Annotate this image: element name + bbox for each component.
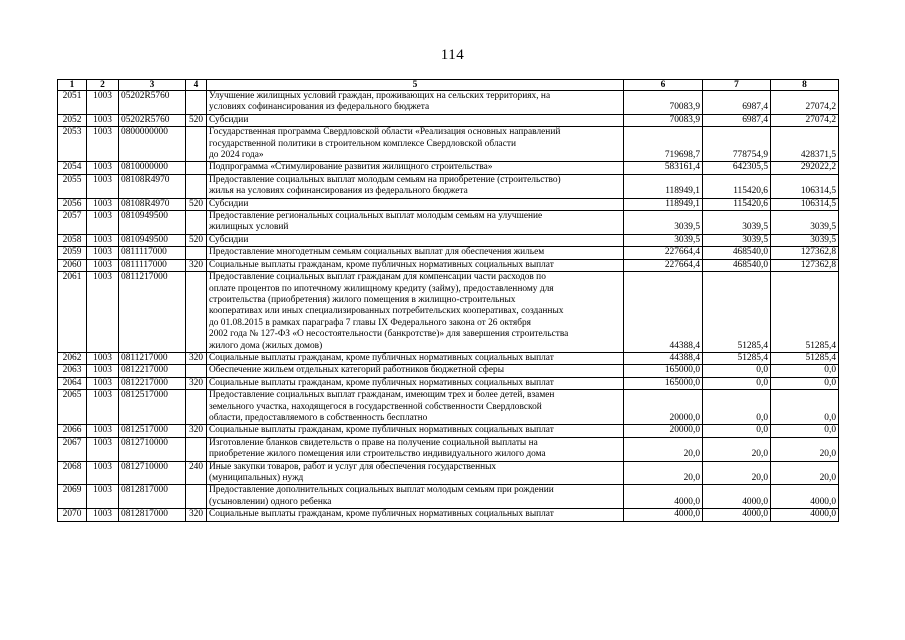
description-line: Субсидии <box>209 234 249 245</box>
target-article-cell: 0800000000 <box>119 127 186 162</box>
description-line: условиях софинансирования из федерального бюджета <box>209 102 430 113</box>
description-cell <box>207 425 624 437</box>
amount-col7-cell: 4000,0 <box>703 509 771 521</box>
target-article-cell: 08108R4970 <box>119 198 186 210</box>
amount-col8-cell: 51285,4 <box>771 272 839 353</box>
row-number-cell: 2063 <box>58 365 87 377</box>
section-code-cell: 1003 <box>87 272 119 353</box>
target-article-cell: 05202R5760 <box>119 114 186 126</box>
column-header: 1 <box>58 80 87 91</box>
target-article-cell: 05202R5760 <box>119 91 186 115</box>
column-header: 6 <box>624 80 703 91</box>
amount-col6-cell: 44388,4 <box>624 352 703 364</box>
description-cell <box>207 127 624 162</box>
expense-type-cell <box>186 247 207 259</box>
description-line: области, предоставляемого в собственность бесплатно <box>209 412 428 423</box>
description-line: строительства (приобретения) жилого помещения в жилищно-строительных <box>209 294 516 305</box>
amount-col8-cell: 292022,2 <box>771 162 839 174</box>
description-line: до 2024 года» <box>209 150 264 161</box>
target-article-cell: 0812710000 <box>119 437 186 461</box>
description-cell <box>207 509 624 521</box>
description-line: Субсидии <box>209 114 249 125</box>
section-code-cell: 1003 <box>87 377 119 389</box>
description-line: жилищных условий <box>209 222 289 233</box>
expense-type-cell <box>186 390 207 425</box>
section-code-cell: 1003 <box>87 162 119 174</box>
row-number-cell: 2064 <box>58 377 87 389</box>
table-row <box>58 174 839 198</box>
amount-col7-cell: 3039,5 <box>703 211 771 235</box>
amount-col8-cell: 0,0 <box>771 365 839 377</box>
target-article-cell: 0812217000 <box>119 365 186 377</box>
amount-col7-cell: 4000,0 <box>703 485 771 509</box>
table-row <box>58 509 839 521</box>
amount-col8-cell: 3039,5 <box>771 234 839 246</box>
amount-col8-cell: 20,0 <box>771 461 839 485</box>
amount-col6-cell: 20,0 <box>624 461 703 485</box>
row-number-cell: 2067 <box>58 437 87 461</box>
description-cell <box>207 272 624 353</box>
expense-type-cell: 520 <box>186 234 207 246</box>
amount-col6-cell: 165000,0 <box>624 365 703 377</box>
description-line: (муниципальных) нужд <box>209 473 304 483</box>
description-cell <box>207 259 624 271</box>
target-article-cell: 0812817000 <box>119 485 186 509</box>
target-article-cell: 08108R4970 <box>119 174 186 198</box>
amount-col6-cell: 44388,4 <box>624 272 703 353</box>
amount-col7-cell: 468540,0 <box>703 247 771 259</box>
description-cell <box>207 174 624 198</box>
column-header: 2 <box>87 80 119 91</box>
description-cell <box>207 352 624 364</box>
amount-col7-cell: 0,0 <box>703 377 771 389</box>
table-row <box>58 365 839 377</box>
description-line: Предоставление региональных социальных выплат молодым семьям на улучшение <box>209 211 543 222</box>
row-number-cell: 2059 <box>58 247 87 259</box>
row-number-cell: 2051 <box>58 91 87 115</box>
section-code-cell: 1003 <box>87 211 119 235</box>
amount-col7-cell: 642305,5 <box>703 162 771 174</box>
amount-col6-cell: 227664,4 <box>624 259 703 271</box>
target-article-cell: 0812710000 <box>119 461 186 485</box>
table-row <box>58 461 839 485</box>
expense-type-cell <box>186 365 207 377</box>
amount-col8-cell: 106314,5 <box>771 198 839 210</box>
description-line: Предоставление дополнительных социальных выплат молодым семьям при рождении <box>209 485 554 496</box>
table-row <box>58 352 839 364</box>
target-article-cell: 0812217000 <box>119 377 186 389</box>
amount-col7-cell: 778754,9 <box>703 127 771 162</box>
row-number-cell: 2054 <box>58 162 87 174</box>
description-line: Изготовление бланков свидетельств о праве на получение социальной выплаты на <box>209 437 538 448</box>
amount-col8-cell: 0,0 <box>771 390 839 425</box>
header-row <box>58 80 839 91</box>
amount-col6-cell: 4000,0 <box>624 509 703 521</box>
description-line: Предоставление социальных выплат гражданам, имеющим трех и более детей, взамен <box>209 390 555 401</box>
description-cell <box>207 247 624 259</box>
table-row <box>58 272 839 353</box>
expense-type-cell: 320 <box>186 425 207 437</box>
page-number: 114 <box>440 47 465 63</box>
section-code-cell: 1003 <box>87 259 119 271</box>
table-row <box>58 377 839 389</box>
description-line: Предоставление многодетным семьям социальных выплат для обеспечения жильем <box>209 247 545 258</box>
amount-col8-cell: 3039,5 <box>771 211 839 235</box>
expense-type-cell <box>186 162 207 174</box>
amount-col8-cell: 4000,0 <box>771 509 839 521</box>
description-cell <box>207 390 624 425</box>
target-article-cell: 0811217000 <box>119 272 186 353</box>
amount-col8-cell: 27074,2 <box>771 91 839 115</box>
expense-type-cell: 320 <box>186 509 207 521</box>
target-article-cell: 0811117000 <box>119 247 186 259</box>
description-cell <box>207 377 624 389</box>
expense-type-cell <box>186 127 207 162</box>
budget-table <box>57 79 839 522</box>
target-article-cell: 0811117000 <box>119 259 186 271</box>
amount-col8-cell: 0,0 <box>771 377 839 389</box>
target-article-cell: 0811217000 <box>119 352 186 364</box>
expense-type-cell <box>186 485 207 509</box>
amount-col8-cell: 20,0 <box>771 437 839 461</box>
section-code-cell: 1003 <box>87 509 119 521</box>
description-cell <box>207 162 624 174</box>
amount-col6-cell: 70083,9 <box>624 91 703 115</box>
description-line: Обеспечение жильем отдельных категорий работников бюджетной сферы <box>209 365 505 376</box>
amount-col6-cell: 4000,0 <box>624 485 703 509</box>
column-header: 7 <box>703 80 771 91</box>
amount-col7-cell: 6987,4 <box>703 114 771 126</box>
table-row <box>58 247 839 259</box>
target-article-cell: 0810000000 <box>119 162 186 174</box>
description-cell <box>207 234 624 246</box>
description-line: оплате процентов по ипотечному жилищному кредиту (займу), предоставленному для <box>209 283 554 294</box>
table-row <box>58 485 839 509</box>
table-row <box>58 234 839 246</box>
amount-col6-cell: 20000,0 <box>624 390 703 425</box>
table-row <box>58 259 839 271</box>
amount-col8-cell: 4000,0 <box>771 485 839 509</box>
expense-type-cell <box>186 272 207 353</box>
description-cell <box>207 211 624 235</box>
amount-col8-cell: 0,0 <box>771 425 839 437</box>
column-header: 8 <box>771 80 839 91</box>
section-code-cell: 1003 <box>87 234 119 246</box>
amount-col6-cell: 583161,4 <box>624 162 703 174</box>
table-row <box>58 127 839 162</box>
description-line: Социальные выплаты гражданам, кроме публичных нормативных социальных выплат <box>209 259 554 270</box>
description-cell <box>207 91 624 115</box>
column-header: 3 <box>119 80 186 91</box>
table-row <box>58 162 839 174</box>
row-number-cell: 2065 <box>58 390 87 425</box>
description-cell <box>207 437 624 461</box>
amount-col7-cell: 0,0 <box>703 425 771 437</box>
amount-col8-cell: 27074,2 <box>771 114 839 126</box>
amount-col6-cell: 20000,0 <box>624 425 703 437</box>
description-line: Субсидии <box>209 198 249 209</box>
amount-col6-cell: 719698,7 <box>624 127 703 162</box>
section-code-cell: 1003 <box>87 247 119 259</box>
row-number-cell: 2055 <box>58 174 87 198</box>
row-number-cell: 2068 <box>58 461 87 485</box>
amount-col6-cell: 118949,1 <box>624 198 703 210</box>
row-number-cell: 2058 <box>58 234 87 246</box>
section-code-cell: 1003 <box>87 390 119 425</box>
amount-col8-cell: 127362,8 <box>771 247 839 259</box>
amount-col8-cell: 106314,5 <box>771 174 839 198</box>
description-line: Социальные выплаты гражданам, кроме публичных нормативных социальных выплат <box>209 425 554 436</box>
description-line: до 01.08.2015 в рамках параграфа 7 главы IX Федерального закона от 26 октября <box>209 317 531 328</box>
amount-col7-cell: 51285,4 <box>703 272 771 353</box>
target-article-cell: 0812517000 <box>119 425 186 437</box>
expense-type-cell: 320 <box>186 259 207 271</box>
amount-col7-cell: 0,0 <box>703 390 771 425</box>
expense-type-cell: 320 <box>186 377 207 389</box>
expense-type-cell: 520 <box>186 198 207 210</box>
row-number-cell: 2053 <box>58 127 87 162</box>
section-code-cell: 1003 <box>87 114 119 126</box>
amount-col6-cell: 3039,5 <box>624 211 703 235</box>
description-cell <box>207 114 624 126</box>
description-cell <box>207 198 624 210</box>
description-line: государственной политики в строительном комплексе Свердловской области <box>209 138 516 149</box>
amount-col7-cell: 6987,4 <box>703 91 771 115</box>
description-cell <box>207 485 624 509</box>
column-header: 4 <box>186 80 207 91</box>
table-row <box>58 390 839 425</box>
column-header: 5 <box>207 80 624 91</box>
row-number-cell: 2062 <box>58 352 87 364</box>
table-row <box>58 211 839 235</box>
section-code-cell: 1003 <box>87 174 119 198</box>
amount-col6-cell: 227664,4 <box>624 247 703 259</box>
description-line: земельного участка, находящегося в государственной собственности Свердловской <box>209 401 542 412</box>
description-line: Предоставление социальных выплат молодым семьям на приобретение (строительство) <box>209 174 561 185</box>
target-article-cell: 0812517000 <box>119 390 186 425</box>
amount-col8-cell: 51285,4 <box>771 352 839 364</box>
description-line: приобретение жилого помещения или строительство индивидуального жилого дома <box>209 449 546 460</box>
amount-col6-cell: 165000,0 <box>624 377 703 389</box>
amount-col7-cell: 20,0 <box>703 461 771 485</box>
amount-col6-cell: 70083,9 <box>624 114 703 126</box>
expense-type-cell <box>186 211 207 235</box>
table-row <box>58 91 839 115</box>
description-line: кооперативах или иных специализированных потребительских кооперативах, созданных <box>209 306 564 317</box>
amount-col7-cell: 115420,6 <box>703 174 771 198</box>
row-number-cell: 2066 <box>58 425 87 437</box>
section-code-cell: 1003 <box>87 198 119 210</box>
amount-col6-cell: 20,0 <box>624 437 703 461</box>
section-code-cell: 1003 <box>87 365 119 377</box>
table-row <box>58 437 839 461</box>
description-line: жилья на условиях софинансирования из федерального бюджета <box>209 186 468 197</box>
description-line: 2002 года № 127-ФЗ «О несостоятельности (банкротстве)» для завершения строительства <box>209 329 569 340</box>
expense-type-cell <box>186 174 207 198</box>
table-row <box>58 425 839 437</box>
description-line: Иные закупки товаров, работ и услуг для обеспечения государственных <box>209 461 497 472</box>
amount-col7-cell: 115420,6 <box>703 198 771 210</box>
description-line: жилого дома (жилых домов) <box>209 340 323 351</box>
row-number-cell: 2070 <box>58 509 87 521</box>
amount-col7-cell: 20,0 <box>703 437 771 461</box>
row-number-cell: 2069 <box>58 485 87 509</box>
expense-type-cell: 320 <box>186 352 207 364</box>
target-article-cell: 0812817000 <box>119 509 186 521</box>
table-row <box>58 198 839 210</box>
section-code-cell: 1003 <box>87 461 119 485</box>
target-article-cell: 0810949500 <box>119 234 186 246</box>
table-body <box>58 91 839 522</box>
amount-col8-cell: 428371,5 <box>771 127 839 162</box>
description-line: Социальные выплаты гражданам, кроме публичных нормативных социальных выплат <box>209 352 554 363</box>
description-cell <box>207 365 624 377</box>
section-code-cell: 1003 <box>87 425 119 437</box>
amount-col7-cell: 51285,4 <box>703 352 771 364</box>
row-number-cell: 2060 <box>58 259 87 271</box>
amount-col7-cell: 3039,5 <box>703 234 771 246</box>
description-cell <box>207 461 624 485</box>
section-code-cell: 1003 <box>87 91 119 115</box>
section-code-cell: 1003 <box>87 437 119 461</box>
expense-type-cell <box>186 437 207 461</box>
amount-col7-cell: 468540,0 <box>703 259 771 271</box>
expense-type-cell: 240 <box>186 461 207 485</box>
amount-col8-cell: 127362,8 <box>771 259 839 271</box>
row-number-cell: 2056 <box>58 198 87 210</box>
description-line: Предоставление социальных выплат гражданам для компенсации части расходов по <box>209 272 546 283</box>
amount-col6-cell: 3039,5 <box>624 234 703 246</box>
description-line: Государственная программа Свердловской области «Реализация основных направлений <box>209 127 561 138</box>
description-line: Социальные выплаты гражданам, кроме публичных нормативных социальных выплат <box>209 377 554 388</box>
description-line: Социальные выплаты гражданам, кроме публичных нормативных социальных выплат <box>209 509 554 520</box>
row-number-cell: 2057 <box>58 211 87 235</box>
section-code-cell: 1003 <box>87 485 119 509</box>
amount-col7-cell: 0,0 <box>703 365 771 377</box>
table-row <box>58 114 839 126</box>
row-number-cell: 2061 <box>58 272 87 353</box>
row-number-cell: 2052 <box>58 114 87 126</box>
section-code-cell: 1003 <box>87 127 119 162</box>
expense-type-cell: 520 <box>186 114 207 126</box>
amount-col6-cell: 118949,1 <box>624 174 703 198</box>
target-article-cell: 0810949500 <box>119 211 186 235</box>
description-line: (усыновлении) одного ребенка <box>209 496 332 507</box>
description-line: Улучшение жилищных условий граждан, проживающих на сельских территориях, на <box>209 91 551 101</box>
description-line: Подпрограмма «Стимулирование развития жилищного строительства» <box>209 162 493 173</box>
section-code-cell: 1003 <box>87 352 119 364</box>
expense-type-cell <box>186 91 207 115</box>
